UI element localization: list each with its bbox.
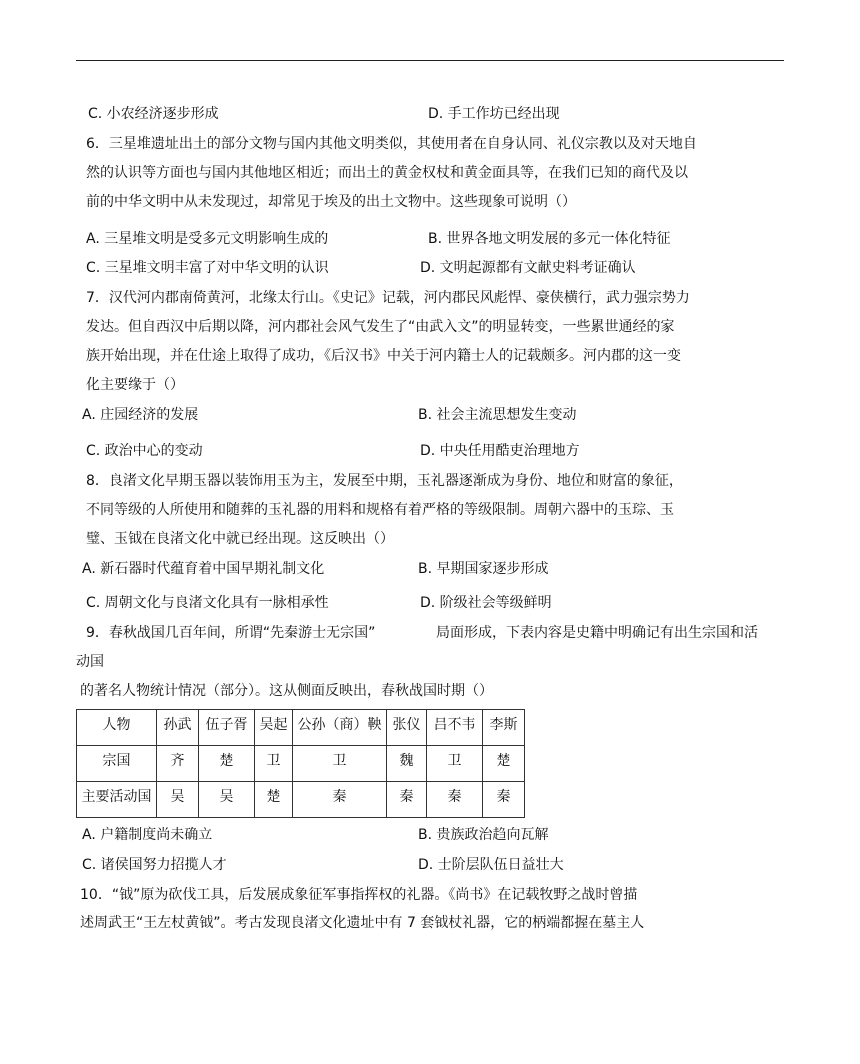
table-cell: 张仪: [387, 710, 427, 746]
figure-statistics-table: [76, 709, 525, 818]
table-cell: 孙武: [157, 710, 199, 746]
table-cell: 齐: [157, 746, 199, 782]
q9-option-d: D. 士阶层队伍日益壮大: [418, 857, 564, 873]
table-cell: 吴起: [255, 710, 293, 746]
table-cell: 公孙（商）鞅: [293, 710, 387, 746]
q6-option-c: C. 三星堆文明丰富了对中华文明的认识: [86, 260, 329, 276]
table-cell: 楚: [199, 746, 255, 782]
table-row: [77, 746, 525, 782]
q5-option-d: D. 手工作坊已经出现: [428, 106, 560, 122]
q7-stem-line-4: 化主要缘于（）: [86, 377, 184, 393]
q6-stem-line-1: 6．三星堆遗址出土的部分文物与国内其他文明类似，其使用者在自身认同、礼仪宗教以及对天地自: [86, 136, 697, 152]
q9-stem-line-1b: 局面形成，下表内容是史籍中明确记有出生宗国和活: [436, 625, 758, 641]
q8-option-c: C. 周朝文化与良渚文化具有一脉相承性: [86, 595, 329, 611]
table-cell: 楚: [483, 746, 525, 782]
q8-stem-line-3: 璧、玉钺在良渚文化中就已经出现。这反映出（）: [86, 531, 394, 547]
q9-stem-line-1a: 9．春秋战国几百年间，所谓“先秦游士无宗国”: [86, 625, 376, 641]
q9-stem-line-2: 动国: [76, 654, 104, 670]
q9-option-c: C. 诸侯国努力招揽人才: [82, 857, 227, 873]
q6-stem-line-2: 然的认识等方面也与国内其他地区相近；而出土的黄金权杖和黄金面具等，在我们已知的商代及以: [86, 165, 688, 181]
q6-option-b: B. 世界各地文明发展的多元一体化特征: [428, 231, 671, 247]
q10-stem-line-1: 10．“钺”原为砍伐工具，后发展成象征军事指挥权的礼器。《尚书》在记载牧野之战时曾描: [80, 887, 638, 903]
q7-option-c: C. 政治中心的变动: [86, 443, 203, 459]
table-cell: 人物: [77, 710, 157, 746]
q7-stem-line-3: 族开始出现，并在仕途上取得了成功，《后汉书》中关于河内籍士人的记载颇多。河内郡的这一变: [86, 348, 681, 364]
q8-option-a: A. 新石器时代蕴育着中国早期礼制文化: [82, 561, 325, 577]
table-row: [77, 710, 525, 746]
table-cell: 伍子胥: [199, 710, 255, 746]
q7-option-a: A. 庄园经济的发展: [82, 407, 199, 423]
table-cell: 卫: [427, 746, 483, 782]
table-row: [77, 782, 525, 818]
q8-option-d: D. 阶级社会等级鲜明: [420, 595, 552, 611]
table-cell: 秦: [427, 782, 483, 818]
table-cell: 秦: [293, 782, 387, 818]
table-cell: 秦: [483, 782, 525, 818]
table-cell: 吕不韦: [427, 710, 483, 746]
q6-option-a: A. 三星堆文明是受多元文明影响生成的: [86, 231, 329, 247]
table-cell: 卫: [293, 746, 387, 782]
table-cell: 李斯: [483, 710, 525, 746]
q7-stem-line-2: 发达。但自西汉中后期以降，河内郡社会风气发生了“由武入文”的明显转变，一些累世通经的家: [86, 319, 675, 335]
q8-stem-line-2: 不同等级的人所使用和随葬的玉礼器的用料和规格有着严格的等级限制。周朝六器中的玉琮、玉: [86, 502, 674, 518]
q9-option-a: A. 户籍制度尚未确立: [82, 827, 213, 843]
q7-stem-line-1: 7．汉代河内郡南倚黄河，北缘太行山。《史记》记载，河内郡民风彪悍、豪侠横行，武力强宗势力: [86, 290, 690, 306]
q9-stem-line-3: 的著名人物统计情况（部分）。这从侧面反映出，春秋战国时期（）: [80, 683, 493, 699]
q7-option-d: D. 中央任用酷吏治理地方: [420, 443, 580, 459]
table-cell: 魏: [387, 746, 427, 782]
table-cell: 吴: [199, 782, 255, 818]
table-cell: 主要活动国: [77, 782, 157, 818]
table-cell: 楚: [255, 782, 293, 818]
q6-option-d: D. 文明起源都有文献史料考证确认: [420, 260, 636, 276]
q7-option-b: B. 社会主流思想发生变动: [418, 407, 577, 423]
q10-stem-line-2: 述周武王“王左杖黄钺”。考古发现良渚文化遗址中有 7 套钺杖礼器，它的柄端都握在墓主人: [80, 915, 645, 931]
q5-option-c: C. 小农经济逐步形成: [88, 106, 219, 122]
q9-option-b: B. 贵族政治趋向瓦解: [418, 827, 549, 843]
table-cell: 吴: [157, 782, 199, 818]
q8-stem-line-1: 8．良渚文化早期玉器以装饰用玉为主，发展至中期，玉礼器逐渐成为身份、地位和财富的象征，: [86, 473, 683, 489]
header-rule: [76, 60, 784, 61]
q6-stem-line-3: 前的中华文明中从未发现过，却常见于埃及的出土文物中。这些现象可说明（）: [86, 194, 576, 210]
table-cell: 卫: [255, 746, 293, 782]
table-cell: 秦: [387, 782, 427, 818]
table-cell: 宗国: [77, 746, 157, 782]
q8-option-b: B. 早期国家逐步形成: [418, 561, 549, 577]
